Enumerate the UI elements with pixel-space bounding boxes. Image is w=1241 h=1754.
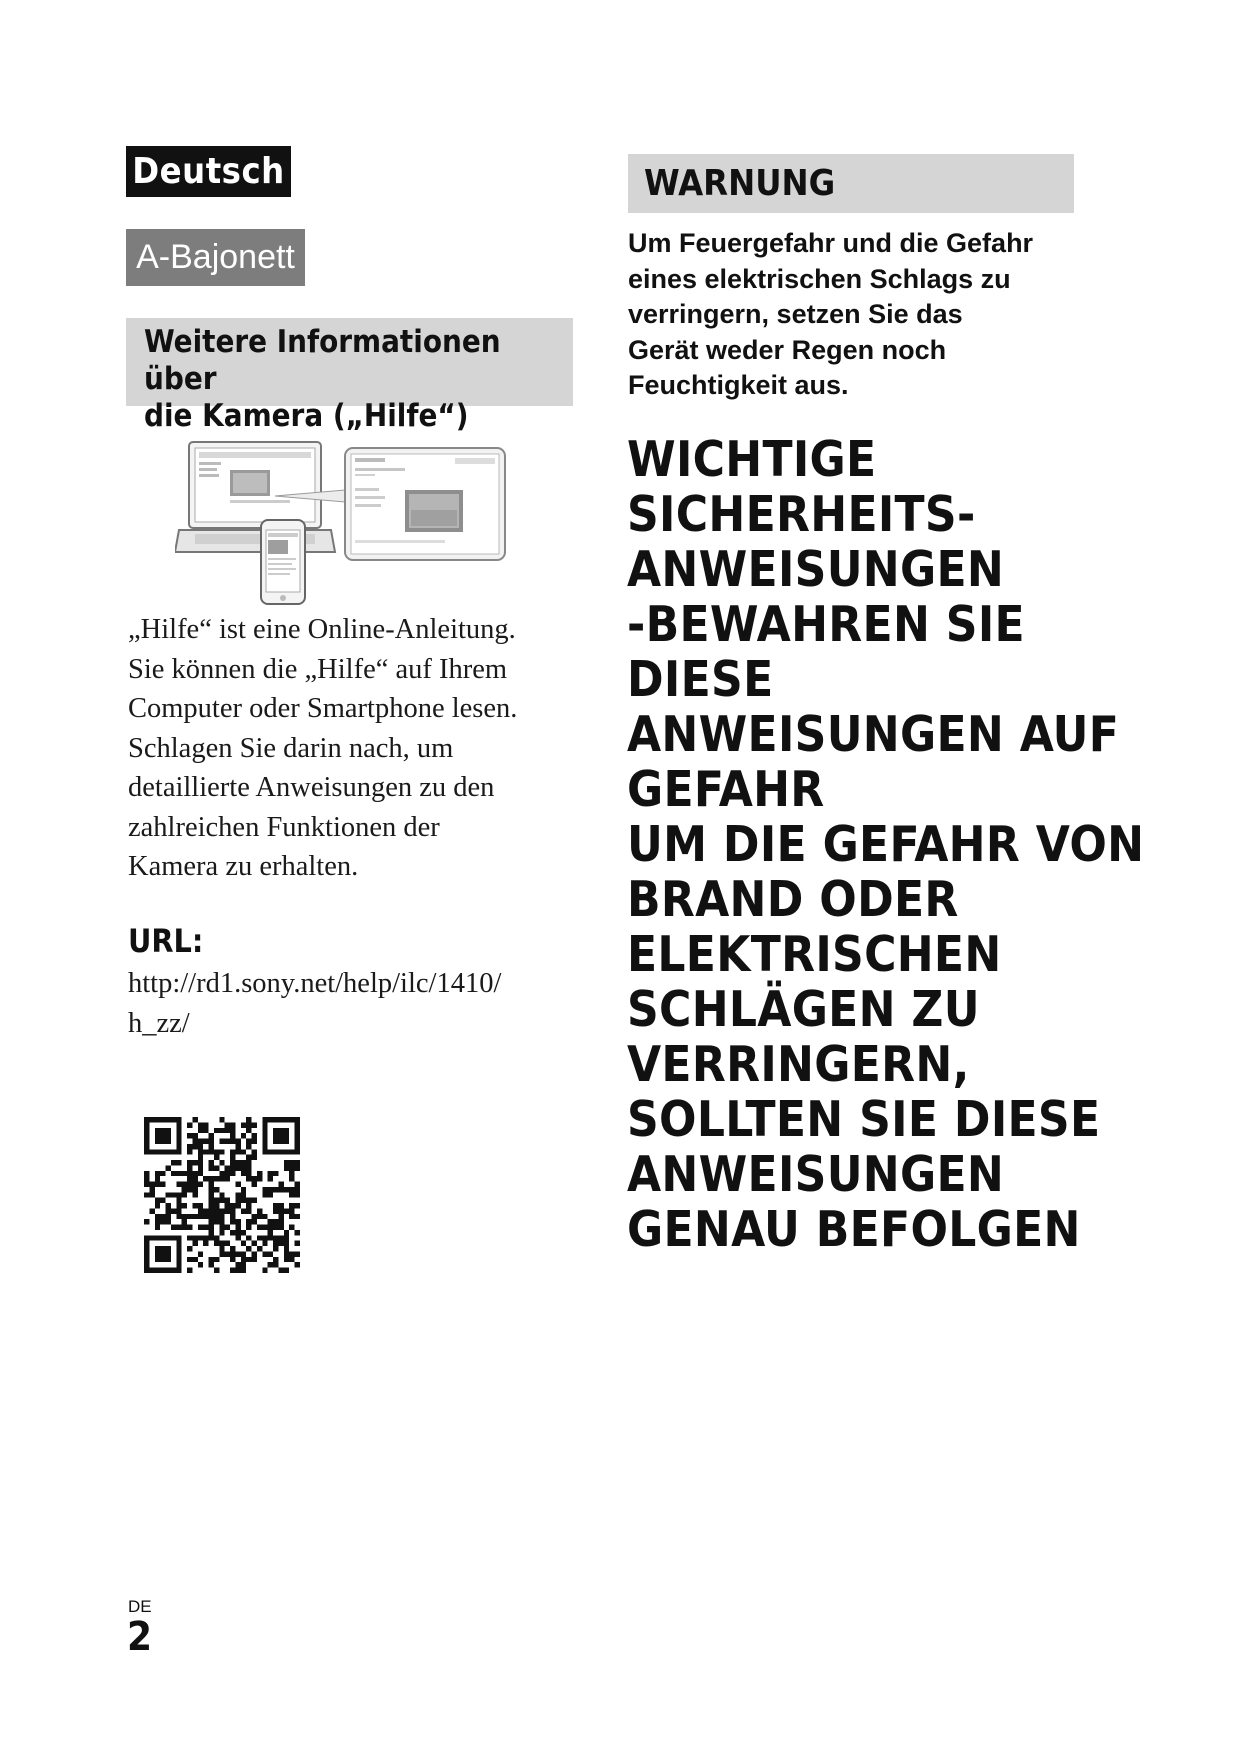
warning-line: eines elektrischen Schlags zu [628,263,1011,294]
page-number: 2 [127,1614,153,1660]
warning-line: Feuchtigkeit aus. [628,370,849,400]
help-description-line: Computer oder Smartphone lesen. [128,693,518,724]
help-description-line: zahlreichen Funktionen der [128,811,440,843]
safety-line: SCHLÄGEN ZU [627,981,980,1038]
safety-line: -BEWAHREN SIE [627,596,1025,653]
help-description-line: Schlagen Sie darin nach, um [128,732,454,764]
warning-text [628,226,1088,404]
warning-line: verringern, setzen Sie das [628,299,963,329]
laptop-and-smartphone-help-illustration [175,440,525,606]
url-label: URL: [128,922,204,960]
help-description-line: Kamera zu erhalten. [128,851,359,882]
help-description-line: detaillierte Anweisungen zu den [128,772,495,803]
info-heading-line1: Weitere Informationen über [144,324,501,397]
help-description [128,610,588,887]
safety-line: GEFAHR [627,761,825,818]
safety-line: SICHERHEITS- [627,486,976,543]
page-language-code: DE [128,1597,152,1616]
info-heading [126,318,573,434]
safety-line: SOLLTEN SIE DIESE [627,1091,1101,1148]
help-description-line: Sie können die „Hilfe“ auf Ihrem [128,653,508,685]
help-url-line: http://rd1.sony.net/help/ilc/1410/ [128,968,502,999]
safety-line: ELEKTRISCHEN [627,926,1002,983]
help-url-link[interactable] [128,964,568,1043]
language-tab: Deutsch [126,146,291,197]
warning-heading: WARNUNG [628,154,1074,213]
mount-tab: A-Bajonett [126,229,305,286]
safety-line: ANWEISUNGEN [627,541,1005,598]
qr-code-icon [144,1117,300,1273]
safety-line: BRAND ODER [627,871,959,928]
safety-line: ANWEISUNGEN [627,1146,1005,1203]
help-url-line: h_zz/ [128,1007,190,1039]
warning-line: Um Feuergefahr und die Gefahr [628,228,1034,258]
warning-line: Gerät weder Regen noch [628,334,947,365]
safety-line: WICHTIGE [627,431,877,488]
safety-line: GENAU BEFOLGEN [627,1201,1081,1258]
safety-line: DIESE [627,651,774,708]
safety-instructions-heading [627,431,1145,1258]
info-heading-line2: die Kamera („Hilfe“) [144,398,469,434]
safety-line: VERRINGERN, [627,1036,970,1093]
safety-line: UM DIE GEFAHR VON [627,816,1145,873]
help-description-line: „Hilfe“ ist eine Online-Anleitung. [128,614,516,645]
safety-line: ANWEISUNGEN AUF [627,706,1120,763]
